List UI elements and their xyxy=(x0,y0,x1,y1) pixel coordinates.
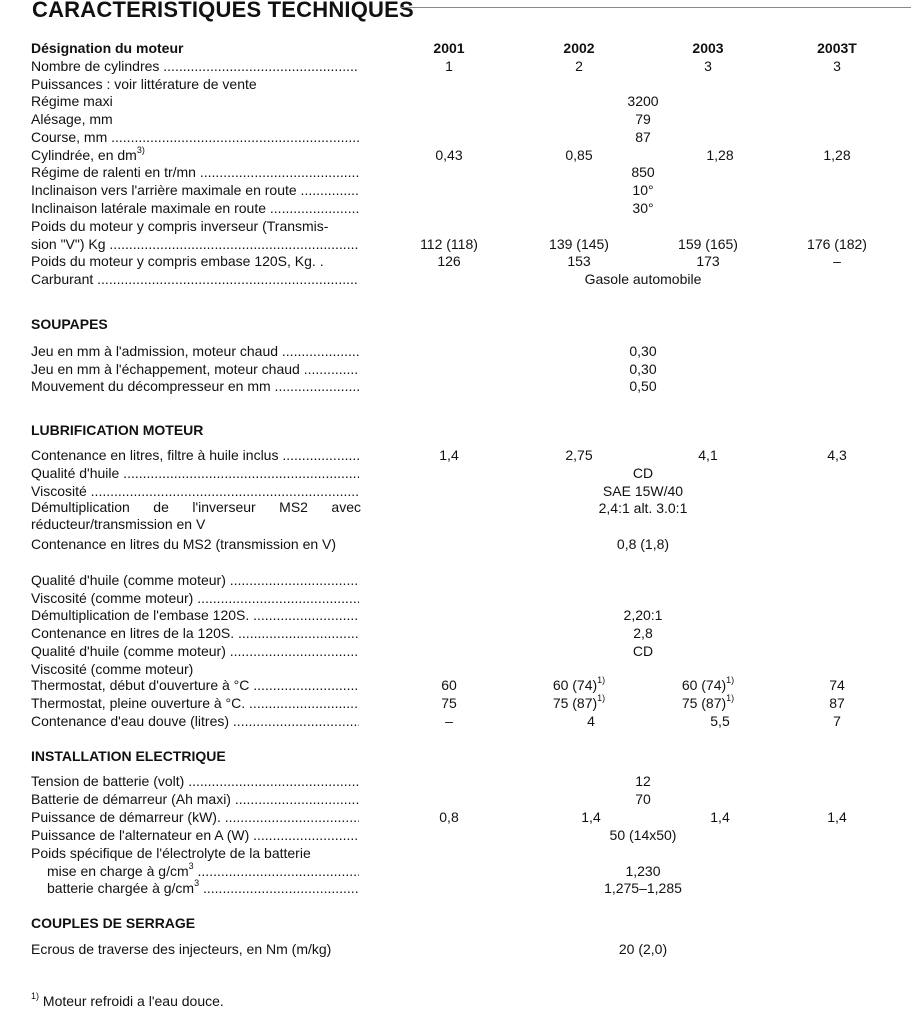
shared-value: CD xyxy=(632,465,654,481)
shared-value: CD xyxy=(632,643,654,659)
value-2003: 159 (165) xyxy=(678,236,738,252)
row-label: Viscosité (comme moteur) xyxy=(31,661,194,677)
shared-value: 70 xyxy=(635,791,651,807)
row-puissances xyxy=(0,75,911,93)
value-2001: 1,4 xyxy=(439,447,459,463)
row-alternateur xyxy=(0,826,911,844)
row-tension-batterie xyxy=(0,772,911,790)
value-2003t: 7 xyxy=(833,713,841,729)
row-poids-inverseur xyxy=(0,235,911,253)
value-2001: 0,8 xyxy=(439,809,459,825)
row-label: Contenance en litres, filtre à huile inclus ..... xyxy=(31,446,359,464)
section-couples-title: COUPLES DE SERRAGE xyxy=(31,915,196,931)
row-puissance-demarreur xyxy=(0,808,911,826)
row-label: Contenance en litres de la 120S. ..... xyxy=(31,624,359,642)
value-2003: 1,4 xyxy=(710,809,730,825)
row-label: sion "V") Kg ..... xyxy=(31,235,359,253)
row-label: Puissance de démarreur (kW). ..... xyxy=(31,808,359,826)
row-batterie-chargee xyxy=(0,879,911,897)
shared-value: 850 xyxy=(631,164,655,180)
row-label: Viscosité ..... xyxy=(31,482,359,500)
value-2001: 75 xyxy=(441,695,457,711)
footnote: $^{1)}$ Moteur refroidi a l'eau douce. xyxy=(31,991,224,1009)
row-carburant xyxy=(0,270,911,288)
row-jeu-admission xyxy=(0,342,911,360)
row-label: Nombre de cylindres ..... xyxy=(31,57,359,75)
row-batterie-demarreur xyxy=(0,790,911,808)
row-viscosite xyxy=(0,482,911,500)
col-2003t: 2003T xyxy=(817,40,857,56)
shared-value: SAE 15W/40 xyxy=(602,483,684,499)
value-2003t: 74 xyxy=(829,677,845,693)
row-contenance-huile xyxy=(0,446,911,464)
row-label: mise en charge à $g/cm^3$ ..... xyxy=(47,862,359,880)
value-2003: 5,5 xyxy=(710,713,730,729)
shared-value: 1,275–1,285 xyxy=(604,880,682,896)
value-2002: 0,85 xyxy=(565,147,593,163)
row-label: Mouvement du décompresseur en mm ..... xyxy=(31,377,359,395)
row-label: Jeu en mm à l'échappement, moteur chaud ..... xyxy=(31,360,359,378)
row-label: Puissance de l'alternateur en A (W) ..... xyxy=(31,826,359,844)
value-2002: 1,4 xyxy=(581,809,601,825)
value-2003t: 3 xyxy=(833,58,841,74)
row-poids-embase xyxy=(0,252,911,270)
row-ralenti xyxy=(0,163,911,181)
row-cylindres xyxy=(0,57,911,75)
value-2003t: – xyxy=(833,253,841,269)
value-2001: 0,43 xyxy=(435,147,463,163)
row-cylindree xyxy=(0,146,911,164)
shared-value: 0,30 xyxy=(629,361,657,377)
row-label: Course, mm ..... xyxy=(31,128,359,146)
row-label: Inclinaison vers l'arrière maximale en route ..... xyxy=(31,181,359,199)
row-label: batterie chargée à $g/cm^3$ ..... xyxy=(47,879,359,897)
value-2003t: 1,28 xyxy=(823,147,851,163)
row-label: Poids du moteur y compris embase 120S, Kg. . xyxy=(31,253,324,269)
row-mise-en-charge xyxy=(0,862,911,880)
row-regime-maxi xyxy=(0,92,911,110)
row-label: Qualité d'huile (comme moteur) ..... xyxy=(31,642,359,660)
shared-value: 2,4:1 alt. 3.0:1 xyxy=(598,500,688,516)
section-lubrification-title: LUBRIFICATION MOTEUR xyxy=(31,422,204,438)
row-eau-douce xyxy=(0,712,911,730)
shared-value: 20 (2,0) xyxy=(618,941,668,957)
row-inclinaison-laterale xyxy=(0,199,911,217)
row-label: Régime maxi xyxy=(31,93,113,109)
value-2001: 60 xyxy=(441,677,457,693)
row-poids-inverseur-line1 xyxy=(0,217,911,235)
shared-value: 79 xyxy=(635,111,651,127)
row-label: Poids spécifique de l'électrolyte de la batterie xyxy=(31,845,311,861)
section-soupapes-title: SOUPAPES xyxy=(31,316,108,332)
shared-value: 2,20:1 xyxy=(623,607,663,623)
value-2003t: 1,4 xyxy=(827,809,847,825)
row-viscosite-ms2 xyxy=(0,589,911,607)
row-label: Désignation du moteur xyxy=(31,40,184,56)
row-label: Thermostat, pleine ouverture à °C. ..... xyxy=(31,694,359,712)
row-ecrous xyxy=(0,940,911,958)
row-label: Alésage, mm xyxy=(31,111,113,127)
top-rule xyxy=(400,7,911,8)
row-thermostat-debut xyxy=(0,676,911,694)
value-2002: 2 xyxy=(575,58,583,74)
row-label: Régime de ralenti en tr/mn ..... xyxy=(31,163,359,181)
value-2001: 112 (118) xyxy=(420,236,478,252)
value-2003t: 176 (182) xyxy=(807,236,867,252)
row-label: Tension de batterie (volt) ..... xyxy=(31,772,359,790)
value-2003t: 4,3 xyxy=(827,447,847,463)
row-label: Qualité d'huile (comme moteur) ..... xyxy=(31,571,359,589)
row-contenance-120s xyxy=(0,624,911,642)
row-label: Viscosité (comme moteur) ..... xyxy=(31,589,359,607)
row-demultiplication-120s xyxy=(0,606,911,624)
value-2002: 153 xyxy=(567,253,591,269)
row-thermostat-pleine xyxy=(0,694,911,712)
row-qualite-huile xyxy=(0,464,911,482)
row-alesage xyxy=(0,110,911,128)
row-label: Contenance d'eau douve (litres) ..... xyxy=(31,712,359,730)
col-2001: 2001 xyxy=(433,40,465,56)
shared-value: 3200 xyxy=(627,93,659,109)
row-course xyxy=(0,128,911,146)
row-label: Qualité d'huile ..... xyxy=(31,464,359,482)
row-qualite-huile-120s xyxy=(0,642,911,660)
row-inclinaison-arriere xyxy=(0,181,911,199)
shared-value: 2,8 xyxy=(633,625,653,641)
row-jeu-echappement xyxy=(0,360,911,378)
shared-value: 30° xyxy=(632,200,654,216)
row-qualite-huile-ms2 xyxy=(0,571,911,589)
value-2003: 173 xyxy=(696,253,720,269)
value-2002: 139 (145) xyxy=(549,236,609,252)
shared-value: 87 xyxy=(635,129,651,145)
row-label: Jeu en mm à l'admission, moteur chaud ..... xyxy=(31,342,359,360)
row-label: Carburant ..... xyxy=(31,270,359,288)
row-label: Inclinaison latérale maximale en route ..... xyxy=(31,199,359,217)
row-label: Batterie de démarreur (Ah maxi) ..... xyxy=(31,790,359,808)
shared-value: 10° xyxy=(632,182,654,198)
row-label: Démultiplication de l'embase 120S. ..... xyxy=(31,606,359,624)
section-electrique-title: INSTALLATION ELECTRIQUE xyxy=(31,748,226,764)
value-2003: 3 xyxy=(704,58,712,74)
value-2001: 1 xyxy=(445,58,453,74)
shared-value: 1,230 xyxy=(625,863,661,879)
row-contenance-ms2 xyxy=(0,535,911,553)
page-title: CARACTERISTIQUES TECHNIQUES xyxy=(32,0,414,22)
row-label: Cylindrée, en $dm^{3)}$ xyxy=(31,145,145,163)
shared-value: 50 (14x50) xyxy=(609,827,677,843)
row-label: Thermostat, début d'ouverture à °C ..... xyxy=(31,676,359,694)
value-2003: 4,1 xyxy=(698,447,718,463)
value-2003: 60 $(74)^{1)}$ xyxy=(681,675,735,693)
shared-value: 0,50 xyxy=(629,378,657,394)
row-designation xyxy=(0,39,911,57)
shared-value: Gasole automobile xyxy=(584,271,702,287)
row-demultiplication-ms2 xyxy=(0,499,911,517)
value-2002: 75 $(87)^{1)}$ xyxy=(552,693,606,711)
value-2001: 126 xyxy=(437,253,461,269)
value-2002: 2,75 xyxy=(565,447,593,463)
row-decompresseur xyxy=(0,377,911,395)
value-2003: 1,28 xyxy=(706,147,734,163)
col-2003: 2003 xyxy=(692,40,724,56)
value-2002: 4 xyxy=(587,713,595,729)
shared-value: 0,30 xyxy=(629,343,657,359)
row-ecrous-label: Ecrous de traverse des injecteurs, en Nm (m/kg) xyxy=(31,941,332,957)
row-demultiplication-ms2-label: Démultiplication de l'inverseur MS2 avec réducteur/transmission en V xyxy=(31,499,361,532)
value-2003: 75 $(87)^{1)}$ xyxy=(681,693,735,711)
row-poids-specifique xyxy=(0,844,911,862)
value-2001: – xyxy=(445,713,453,729)
value-2003t: 87 xyxy=(829,695,845,711)
col-2002: 2002 xyxy=(563,40,595,56)
shared-value: 12 xyxy=(635,773,651,789)
row-label: Puissances : voir littérature de vente xyxy=(31,76,257,92)
shared-value: 0,8 (1,8) xyxy=(616,536,670,552)
row-contenance-ms2-label: Contenance en litres du MS2 (transmission en V) xyxy=(31,536,337,552)
row-label: Poids du moteur y compris inverseur (Transmis- xyxy=(31,218,329,234)
value-2002: 60 $(74)^{1)}$ xyxy=(552,675,606,693)
